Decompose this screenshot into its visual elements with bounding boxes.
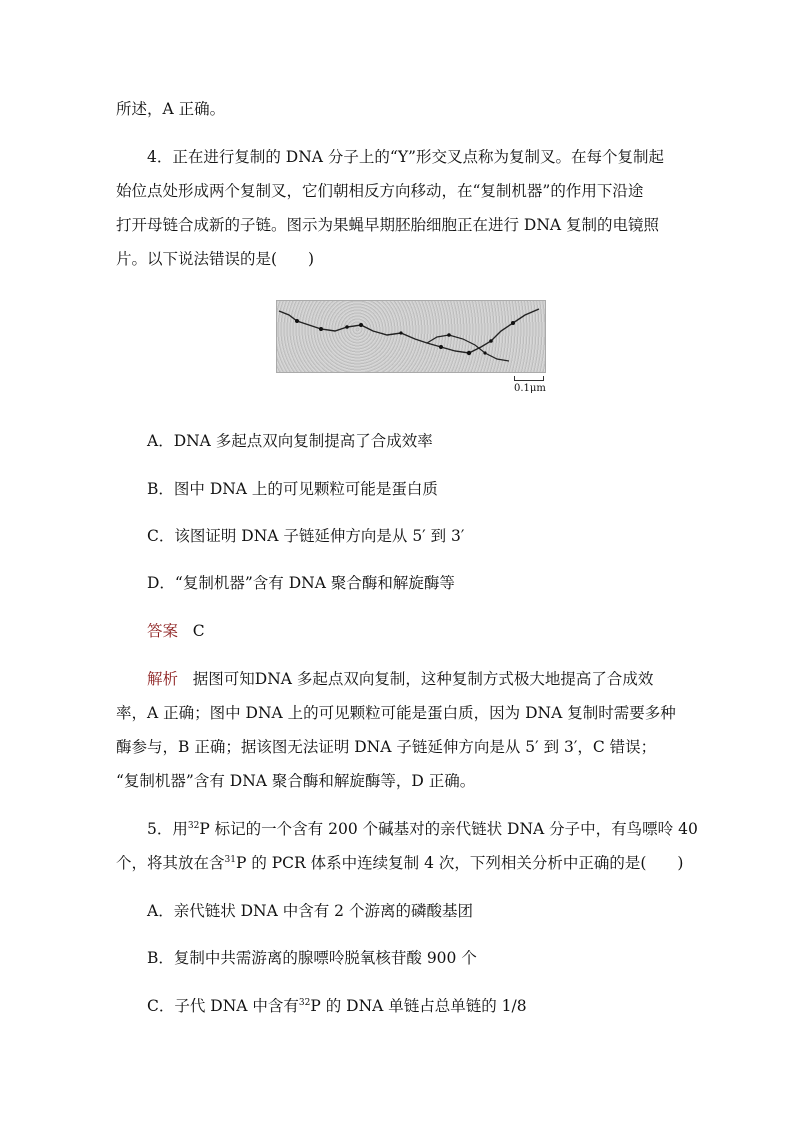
- question-4-stem-line-1: 4．正在进行复制的 DNA 分子上的“Y”形交叉点称为复制叉。在每个复制起: [147, 148, 664, 166]
- q5-optc-prefix: C．子代 DNA 中含有: [147, 997, 299, 1015]
- isotope-superscript: 31: [224, 855, 236, 865]
- q5-l1-prefix: 5．用: [147, 820, 188, 838]
- question-4-option-a: A．DNA 多起点双向复制提高了合成效率: [147, 432, 433, 450]
- q5-l1-text: P 标记的一个含有 200 个碱基对的亲代链状 DNA 分子中，有鸟嘌呤 40: [199, 820, 698, 838]
- analysis-line-3: 酶参与，B 正确；据该图无法证明 DNA 子链延伸方向是从 5′ 到 3′，C 错误；: [116, 738, 657, 756]
- analysis-text-1: 据图可知DNA 多起点双向复制，这种复制方式极大地提高了合成效: [192, 670, 654, 688]
- question-4-stem-line-2: 始位点处形成两个复制叉，它们朝相反方向移动，在“复制机器”的作用下沿途: [116, 182, 644, 200]
- scale-bar-label: 0.1μm: [514, 383, 546, 394]
- question-5-stem-line-1: [147, 819, 698, 839]
- question-5-stem-line-2: [116, 853, 683, 873]
- scale-bar: [514, 376, 544, 381]
- question-5-option-c: [147, 996, 527, 1016]
- question-4-option-d: D．“复制机器”含有 DNA 聚合酶和解旋酶等: [147, 574, 455, 592]
- previous-answer-tail: 所述，A 正确。: [116, 100, 226, 118]
- analysis-line-2: 率，A 正确；图中 DNA 上的可见颗粒可能是蛋白质，因为 DNA 复制时需要多种: [116, 704, 676, 722]
- answer-value: C: [192, 622, 205, 640]
- question-4-option-b: B．图中 DNA 上的可见颗粒可能是蛋白质: [147, 480, 438, 498]
- question-4-option-c: C．该图证明 DNA 子链延伸方向是从 5′ 到 3′: [147, 527, 465, 545]
- isotope-superscript: 32: [187, 821, 200, 831]
- analysis-line-4: “复制机器”含有 DNA 聚合酶和解旋酶等，D 正确。: [116, 772, 476, 790]
- question-5-option-a: A．亲代链状 DNA 中含有 2 个游离的磷酸基团: [147, 902, 473, 920]
- analysis-label: 解析: [147, 670, 179, 688]
- q5-l2-text: P 的 PCR 体系中连续复制 4 次，下列相关分析中正确的是( ): [235, 854, 684, 872]
- answer-row: [147, 621, 205, 641]
- question-4-stem-line-4: 片。以下说法错误的是( ): [116, 250, 315, 268]
- question-5-option-b: B．复制中共需游离的腺嘌呤脱氧核苷酸 900 个: [147, 949, 477, 967]
- question-4-stem-line-3: 打开母链合成新的子链。图示为果蝇早期胚胎细胞正在进行 DNA 复制的电镜照: [116, 216, 660, 234]
- electron-micrograph-image: [276, 300, 546, 373]
- answer-label: 答案: [147, 622, 179, 640]
- analysis-line-1: [147, 669, 653, 689]
- q5-l2-prefix: 个，将其放在含: [116, 854, 225, 872]
- q5-optc-text: P 的 DNA 单链占总单链的 1/8: [310, 997, 527, 1015]
- isotope-superscript: 32: [298, 998, 311, 1008]
